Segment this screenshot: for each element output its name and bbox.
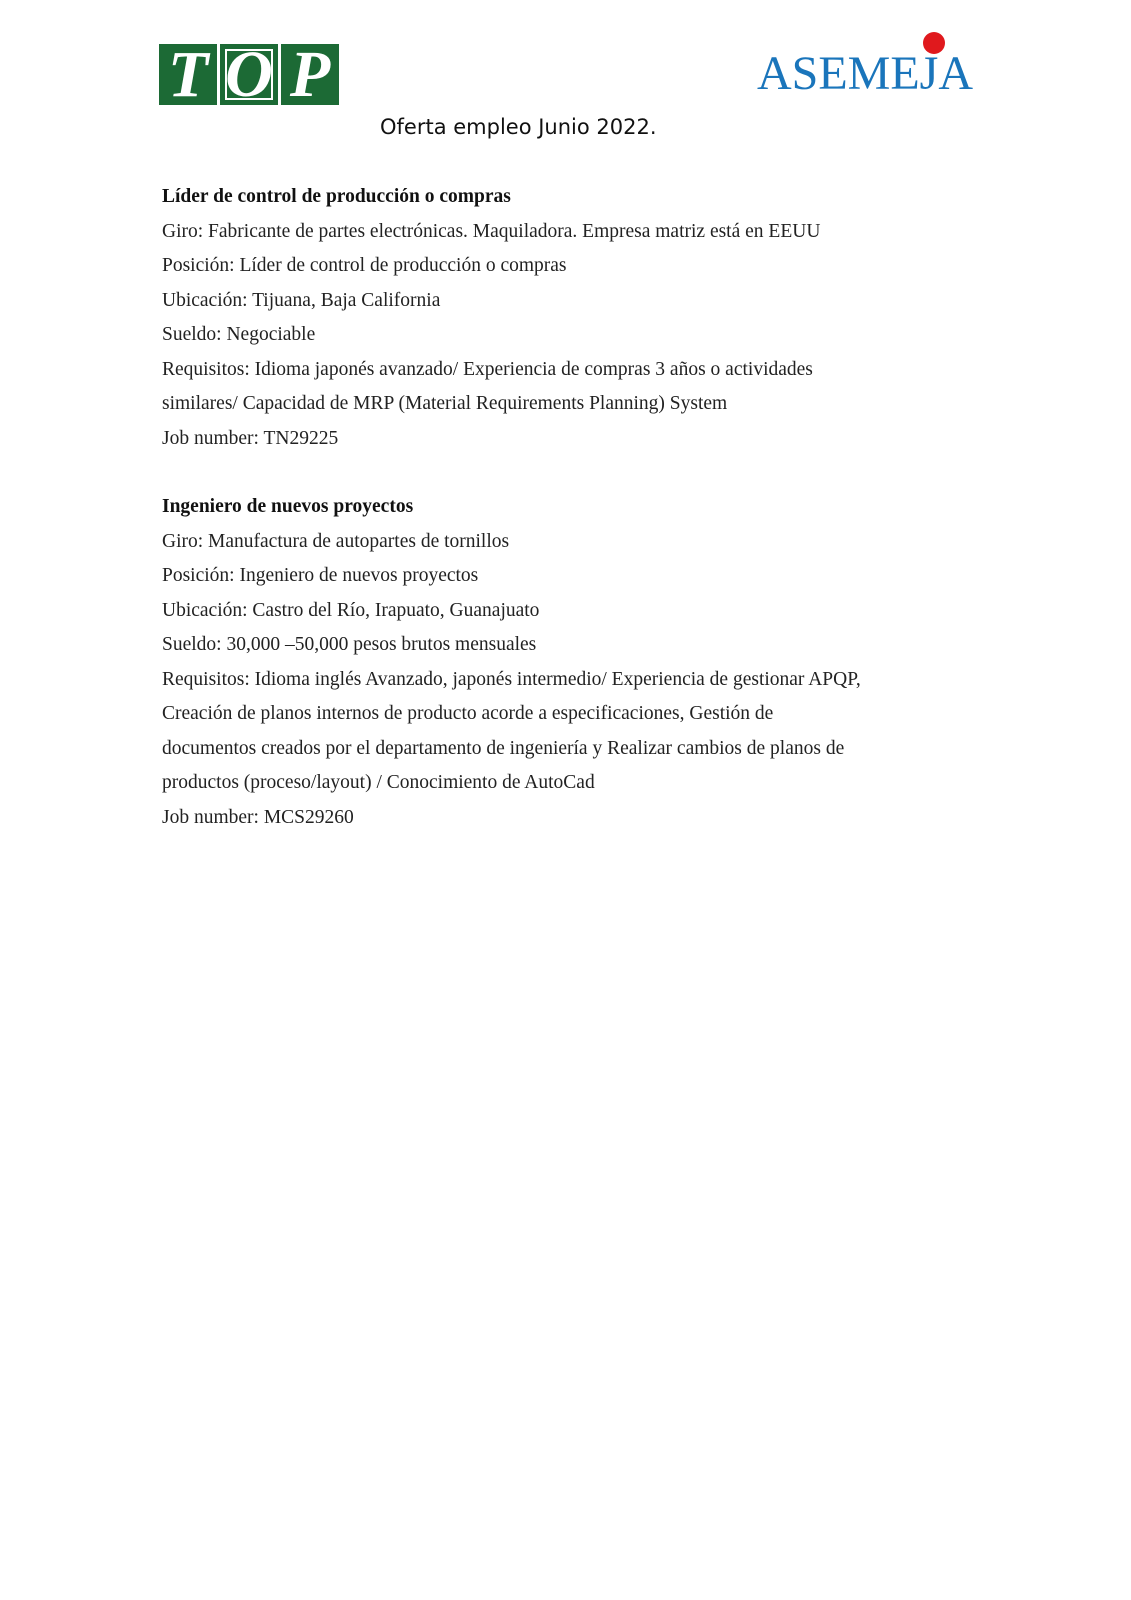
job-offer bbox=[162, 180, 962, 456]
asemeja-logo-text: ASEMEJA bbox=[757, 47, 974, 100]
job-heading: Líder de control de producción o compras bbox=[162, 186, 511, 207]
job-requisitos-line: Requisitos: Idioma japonés avanzado/ Experiencia de compras 3 años o actividades bbox=[162, 358, 813, 380]
job-giro: Giro: Fabricante de partes electrónicas. Maquiladora. Empresa matriz está en EEUU bbox=[162, 220, 821, 242]
job-requisitos-line: Requisitos: Idioma inglés Avanzado, japonés intermedio/ Experiencia de gestionar APQP, bbox=[162, 668, 861, 690]
top-logo-tile-t bbox=[159, 37, 217, 111]
top-logo-letter: P bbox=[289, 37, 331, 111]
top-logo-letter: O bbox=[225, 37, 273, 111]
job-heading: Ingeniero de nuevos proyectos bbox=[162, 496, 414, 517]
job-requisitos-line: productos (proceso/layout) / Conocimiento de AutoCad bbox=[162, 772, 595, 793]
job-posicion: Posición: Ingeniero de nuevos proyectos bbox=[162, 565, 479, 586]
job-posicion: Posición: Líder de control de producción o compras bbox=[162, 255, 567, 276]
job-ubicacion: Ubicación: Castro del Río, Irapuato, Guanajuato bbox=[162, 599, 540, 621]
top-logo-tile-p bbox=[281, 37, 339, 111]
job-requisitos-line: similares/ Capacidad de MRP (Material Requirements Planning) System bbox=[162, 393, 728, 414]
job-number: Job number: TN29225 bbox=[162, 427, 339, 449]
job-sueldo: Sueldo: Negociable bbox=[162, 324, 316, 345]
job-requisitos-line: Creación de planos internos de producto acorde a especificaciones, Gestión de bbox=[162, 703, 774, 724]
job-requisitos-line: documentos creados por el departamento de ingeniería y Realizar cambios de planos de bbox=[162, 737, 845, 759]
job-listings bbox=[162, 180, 962, 835]
job-ubicacion: Ubicación: Tijuana, Baja California bbox=[162, 289, 441, 311]
asemeja-logo bbox=[757, 30, 974, 110]
page-title: Oferta empleo Junio 2022. bbox=[380, 115, 657, 139]
job-number: Job number: MCS29260 bbox=[162, 806, 354, 828]
job-sueldo: Sueldo: 30,000 –50,000 pesos brutos mensuales bbox=[162, 634, 537, 655]
top-logo-letter: T bbox=[167, 37, 209, 111]
job-giro: Giro: Manufactura de autopartes de tornillos bbox=[162, 530, 510, 552]
top-logo bbox=[159, 37, 339, 111]
top-logo-tile-o bbox=[220, 37, 278, 111]
job-offer bbox=[162, 490, 962, 835]
